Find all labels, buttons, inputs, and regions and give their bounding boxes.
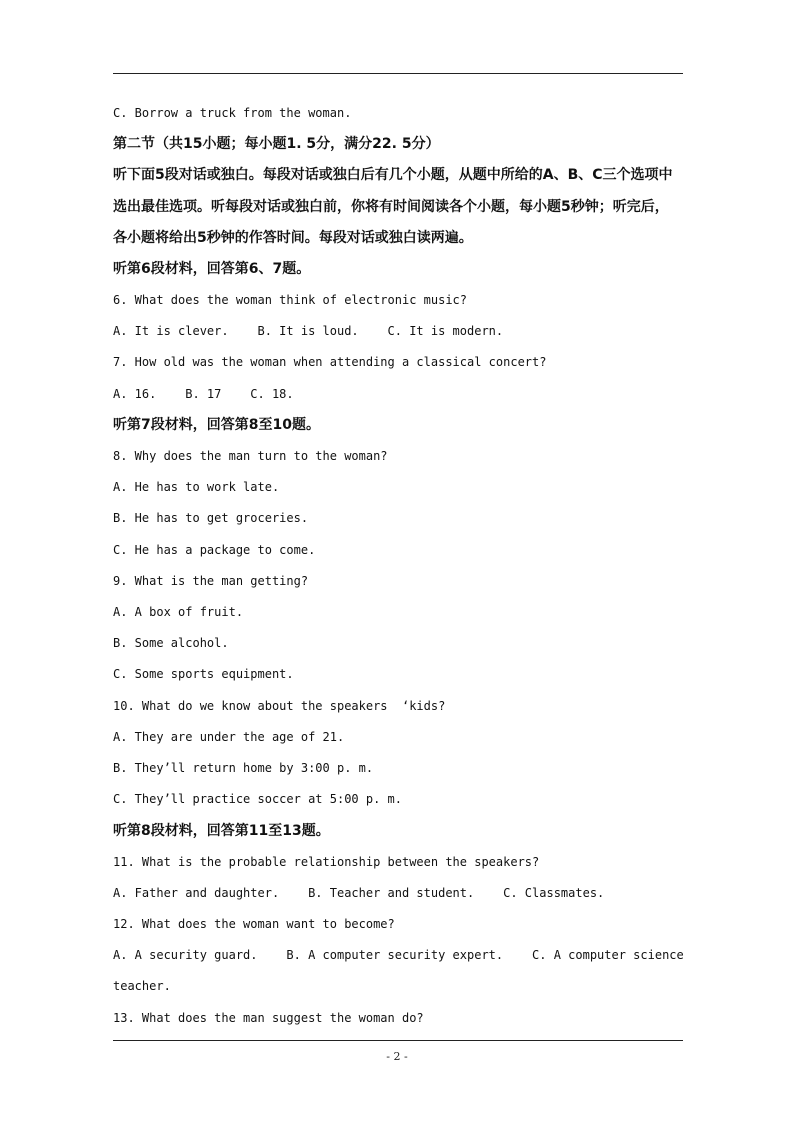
question-line: 7. How old was the woman when attending a classical concert? <box>113 355 547 369</box>
question-line: 9. What is the man getting? <box>113 574 309 588</box>
question-line: 6. What does the woman think of electronic music? <box>113 293 468 307</box>
footer-rule <box>113 1040 683 1041</box>
option-line: C. He has a package to come. <box>113 543 316 557</box>
option-line: A. He has to work late. <box>113 480 280 494</box>
option-line: B. He has to get groceries. <box>113 511 309 525</box>
option-line: B. Some alcohol. <box>113 636 229 650</box>
option-line: C. Some sports equipment. <box>113 667 294 681</box>
option-line: A. Father and daughter. B. Teacher and student. C. Classmates. <box>113 886 605 900</box>
instruction-line: 选出最佳选项。听每段对话或独白前，你将有时间阅读各个小题，每小题5秒钟；听完后， <box>113 199 669 215</box>
option-line: C. Borrow a truck from the woman. <box>113 106 352 120</box>
material-heading: 听第8段材料，回答第11至13题。 <box>113 823 330 839</box>
option-line: A. It is clever. B. It is loud. C. It is modern. <box>113 324 504 338</box>
instruction-line: 各小题将给出5秒钟的作答时间。每段对话或独白读两遍。 <box>113 230 473 246</box>
option-line: B. They’ll return home by 3:00 p. m. <box>113 761 374 775</box>
page-number: - 2 - <box>386 1050 408 1063</box>
option-line: teacher. <box>113 979 171 993</box>
question-line: 8. Why does the man turn to the woman? <box>113 449 388 463</box>
material-heading: 听第7段材料，回答第8至10题。 <box>113 417 320 433</box>
option-line: C. They’ll practice soccer at 5:00 p. m. <box>113 792 402 806</box>
option-line: A. A box of fruit. <box>113 605 244 619</box>
question-line: 12. What does the woman want to become? <box>113 917 395 931</box>
option-line: A. A security guard. B. A computer security expert. C. A computer science <box>113 948 684 962</box>
question-line: 11. What is the probable relationship between the speakers? <box>113 855 540 869</box>
header-rule <box>113 73 683 74</box>
option-line: A. They are under the age of 21. <box>113 730 345 744</box>
question-line: 10. What do we know about the speakers ‘kids? <box>113 699 446 713</box>
section-heading: 第二节（共15小题；每小题1. 5分，满分22. 5分） <box>113 136 440 152</box>
material-heading: 听第6段材料，回答第6、7题。 <box>113 261 311 277</box>
instruction-line: 听下面5段对话或独白。每段对话或独白后有几个小题，从题中所给的A、B、C三个选项中 <box>113 167 673 183</box>
option-line: A. 16. B. 17 C. 18. <box>113 387 294 401</box>
question-line: 13. What does the man suggest the woman do? <box>113 1011 424 1025</box>
